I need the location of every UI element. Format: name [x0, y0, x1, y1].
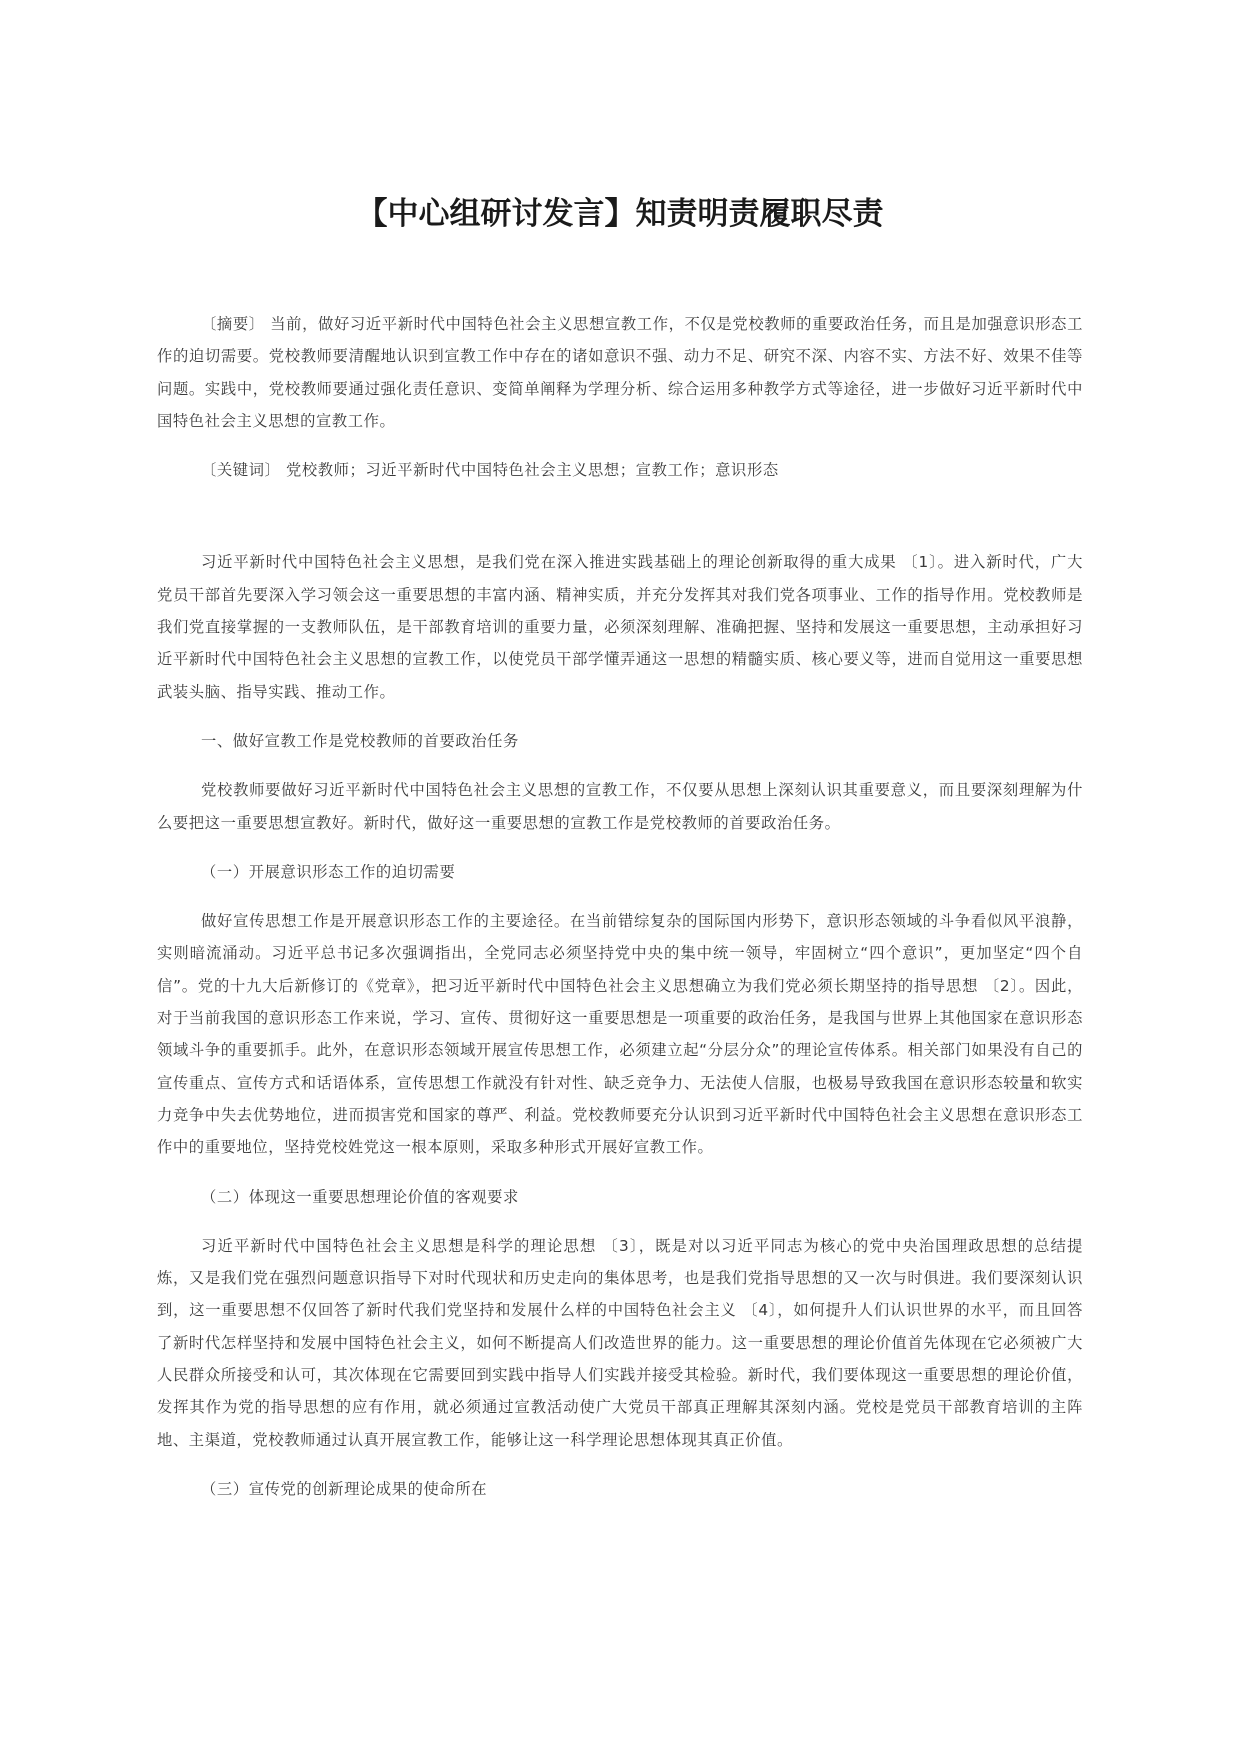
spacer: [157, 486, 1083, 546]
subsection-heading: （三）宣传党的创新理论成果的使命所在: [201, 1479, 488, 1498]
intro-paragraph: 习近平新时代中国特色社会主义思想，是我们党在深入推进实践基础上的理论创新取得的重大成果 〔1〕。进入新时代，广大党员干部首先要深入学习领会这一重要思想的丰富内涵、精神实质，并充分发挥其对我们党各项事业、工作的指导作用。党校教师是我们党直接掌握的一支教师队伍，是干部教育培训的重要力量，必须深刻理解、准确把握、坚持和发展这一重要思想，主动承担好习近平新时代中国特色社会主义思想的宣教工作，以使党员干部学懂弄通这一思想的精髓实质、核心要义等，进而自觉用这一重要思想武装头脑、指导实践、推动工作。: [157, 553, 1083, 701]
spacer: [157, 1213, 1083, 1230]
spacer: [157, 708, 1083, 725]
subsection-paragraph: 习近平新时代中国特色社会主义思想是科学的理论思想 〔3〕，既是对以习近平同志为核心的党中央治国理政思想的总结提炼，又是我们党在强烈问题意识指导下对时代现状和历史走向的集体思考，也是我们党指导思想的又一次与时俱进。我们要深刻认识到，这一重要思想不仅回答了新时代我们党坚持和发展什么样的中国特色社会主义 〔4〕，如何提升人们认识世界的水平，而且回答了新时代怎样坚持和发展中国特色社会主义，如何不断提高人们改造世界的能力。这一重要思想的理论价值首先体现在它必须被广大人民群众所接受和认可，其次体现在它需要回到实践中指导人们实践并接受其检验。新时代，我们要体现这一重要思想的理论价值，发挥其作为党的指导思想的应有作用，就必须通过宣教活动使广大党员干部真正理解其深刻内涵。党校是党员干部教育培训的主阵地、主渠道，党校教师通过认真开展宣教工作，能够让这一科学理论思想体现其真正价值。: [157, 1236, 1083, 1449]
spacer: [157, 437, 1083, 454]
document-title: 【中心组研讨发言】知责明责履职尽责: [356, 196, 884, 232]
document-body: [157, 308, 1083, 1505]
subsection-paragraph: 做好宣传思想工作是开展意识形态工作的主要途径。在当前错综复杂的国际国内形势下，意识形态领域的斗争看似风平浪静，实则暗流涌动。习近平总书记多次强调指出，全党同志必须坚持党中央的集中统一领导，牢固树立“四个意识”，更加坚定“四个自信”。党的十九大后新修订的《党章》，把习近平新时代中国特色社会主义思想确立为我们党必须长期坚持的指导思想 〔2〕。因此，对于当前我国的意识形态工作来说，学习、宣传、贯彻好这一重要思想是一项重要的政治任务，是我国与世界上其他国家在意识形态领域斗争的重要抓手。此外，在意识形态领域开展宣传思想工作，必须建立起“分层分众”的理论宣传体系。相关部门如果没有自己的宣传重点、宣传方式和话语体系，宣传思想工作就没有针对性、缺乏竞争力、无法使人信服，也极易导致我国在意识形态较量和软实力竞争中失去优势地位，进而损害党和国家的尊严、利益。党校教师要充分认识到习近平新时代中国特色社会主义思想在意识形态工作中的重要地位，坚持党校姓党这一根本原则，采取多种形式开展好宣教工作。: [157, 912, 1083, 1157]
spacer: [157, 1164, 1083, 1181]
abstract-paragraph: 〔摘要〕 当前，做好习近平新时代中国特色社会主义思想宣教工作，不仅是党校教师的重要政治任务，而且是加强意识形态工作的迫切需要。党校教师要清醒地认识到宣教工作中存在的诸如意识不强、动力不足、研究不深、内容不实、方法不好、效果不佳等问题。实践中，党校教师要通过强化责任意识、变简单阐释为学理分析、综合运用多种教学方式等途径，进一步做好习近平新时代中国特色社会主义思想的宣教工作。: [157, 315, 1083, 430]
spacer: [157, 839, 1083, 856]
section-heading: 一、做好宣教工作是党校教师的首要政治任务: [201, 731, 519, 750]
subsection-heading: （二）体现这一重要思想理论价值的客观要求: [201, 1187, 519, 1206]
spacer: [157, 1456, 1083, 1473]
section-paragraph: 党校教师要做好习近平新时代中国特色社会主义思想的宣教工作，不仅要从思想上深刻认识其重要意义，而且要深刻理解为什么要把这一重要思想宣教好。新时代，做好这一重要思想的宣教工作是党校教师的首要政治任务。: [157, 781, 1083, 832]
spacer: [157, 888, 1083, 905]
spacer: [157, 757, 1083, 774]
keywords-paragraph: 〔关键词〕 党校教师；习近平新时代中国特色社会主义思想；宣教工作；意识形态: [201, 461, 779, 480]
subsection-heading: （一）开展意识形态工作的迫切需要: [201, 862, 456, 881]
